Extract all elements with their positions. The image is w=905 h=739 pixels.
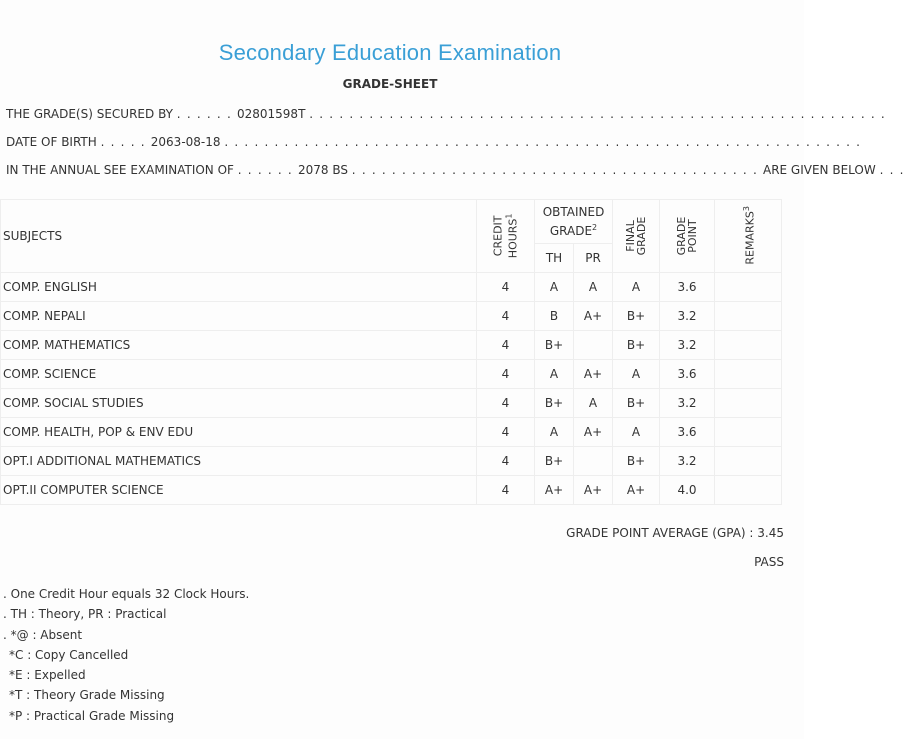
point-cell: 4.0 bbox=[660, 476, 715, 505]
subject-cell: COMP. SCIENCE bbox=[1, 360, 477, 389]
info-exam-suffix: ARE GIVEN BELOW bbox=[762, 163, 876, 177]
subject-cell: OPT.II COMPUTER SCIENCE bbox=[1, 476, 477, 505]
pr-cell: A+ bbox=[574, 476, 613, 505]
th-cell: A bbox=[535, 273, 574, 302]
page-title: Secondary Education Examination bbox=[218, 40, 562, 65]
table-row bbox=[1, 389, 782, 418]
remarks-cell bbox=[715, 273, 782, 302]
subject-cell: COMP. MATHEMATICS bbox=[1, 331, 477, 360]
subject-cell: COMP. SOCIAL STUDIES bbox=[1, 389, 477, 418]
point-cell: 3.6 bbox=[660, 273, 715, 302]
table-row bbox=[1, 331, 782, 360]
info-exam: IN THE ANNUAL SEE EXAMINATION OF . . . . . . 2078 BS . . . . . . . . . . . . . . . . . . . . . . . . . . . . . . . . . . . . . . . . . ARE GIVEN BELOW . . . bbox=[6, 163, 905, 177]
point-cell: 3.6 bbox=[660, 360, 715, 389]
remarks-cell bbox=[715, 447, 782, 476]
credit-cell: 4 bbox=[477, 273, 535, 302]
footnote-item: *E : Expelled bbox=[9, 668, 86, 683]
pr-cell: A bbox=[574, 389, 613, 418]
info-date-of-birth: DATE OF BIRTH . . . . . 2063-08-18 . . . . . . . . . . . . . . . . . . . . . . . . . . . . . . . . . . . . . . . . . . . . . . . . . . . . . . . . . . . . . . . . bbox=[6, 135, 862, 149]
credit-cell: 4 bbox=[477, 447, 535, 476]
footnote-item: *T : Theory Grade Missing bbox=[9, 688, 165, 703]
pr-cell bbox=[574, 447, 613, 476]
credit-cell: 4 bbox=[477, 476, 535, 505]
final-cell: B+ bbox=[613, 389, 660, 418]
credit-cell: 4 bbox=[477, 418, 535, 447]
grades-table bbox=[0, 199, 782, 505]
table-row bbox=[1, 447, 782, 476]
info-secured-by-label: THE GRADE(S) SECURED BY bbox=[6, 107, 173, 121]
th-cell: A bbox=[535, 360, 574, 389]
point-cell: 3.2 bbox=[660, 389, 715, 418]
th-cell: A+ bbox=[535, 476, 574, 505]
subject-cell: COMP. HEALTH, POP & ENV EDU bbox=[1, 418, 477, 447]
th-cell: B bbox=[535, 302, 574, 331]
th-cell: B+ bbox=[535, 447, 574, 476]
final-cell: A bbox=[613, 360, 660, 389]
remarks-cell bbox=[715, 389, 782, 418]
credit-cell: 4 bbox=[477, 331, 535, 360]
remarks-cell bbox=[715, 476, 782, 505]
table-row bbox=[1, 360, 782, 389]
pr-cell: A+ bbox=[574, 418, 613, 447]
point-cell: 3.2 bbox=[660, 331, 715, 360]
final-cell: A bbox=[613, 273, 660, 302]
result-status: PASS bbox=[754, 555, 784, 569]
credit-cell: 4 bbox=[477, 360, 535, 389]
footnote-item: . *@ : Absent bbox=[3, 627, 83, 642]
info-secured-by-value: 02801598T bbox=[236, 107, 306, 121]
table-row bbox=[1, 418, 782, 447]
info-exam-value: 2078 BS bbox=[297, 163, 348, 177]
header-subjects: SUBJECTS bbox=[1, 200, 477, 273]
header-grade-point: GRADE POINT bbox=[660, 200, 715, 273]
header-obtained-grade: OBTAINED GRADE$^2$ bbox=[535, 200, 613, 244]
header-final-grade: FINAL GRADE bbox=[613, 200, 660, 273]
header-credit-hours: CREDIT HOURS$^1$ bbox=[477, 200, 535, 273]
header-pr: PR bbox=[574, 244, 613, 273]
subject-cell: OPT.I ADDITIONAL MATHEMATICS bbox=[1, 447, 477, 476]
gpa-value: 3.45 bbox=[757, 526, 784, 540]
final-cell: A+ bbox=[613, 476, 660, 505]
pr-cell: A bbox=[574, 273, 613, 302]
final-cell: B+ bbox=[613, 331, 660, 360]
remarks-cell bbox=[715, 418, 782, 447]
remarks-cell bbox=[715, 331, 782, 360]
remarks-cell bbox=[715, 360, 782, 389]
th-cell: B+ bbox=[535, 331, 574, 360]
final-cell: B+ bbox=[613, 302, 660, 331]
th-cell: B+ bbox=[535, 389, 574, 418]
footnote-item: . One Credit Hour equals 32 Clock Hours. bbox=[3, 587, 250, 601]
th-cell: A bbox=[535, 418, 574, 447]
footnote-item: *P : Practical Grade Missing bbox=[9, 708, 175, 723]
point-cell: 3.2 bbox=[660, 447, 715, 476]
subject-cell: COMP. ENGLISH bbox=[1, 273, 477, 302]
footnotes bbox=[3, 584, 249, 726]
final-cell: A bbox=[613, 418, 660, 447]
point-cell: 3.2 bbox=[660, 302, 715, 331]
info-dob-value: 2063-08-18 bbox=[150, 135, 221, 149]
info-secured-by: THE GRADE(S) SECURED BY . . . . . . 02801598T . . . . . . . . . . . . . . . . . . . . . . . . . . . . . . . . . . . . . . . . . . . . . . . . . . . . . . . . . . bbox=[6, 107, 886, 121]
pr-cell: A+ bbox=[574, 302, 613, 331]
pr-cell: A+ bbox=[574, 360, 613, 389]
header-th: TH bbox=[535, 244, 574, 273]
header-remarks: REMARKS$^3$ bbox=[715, 200, 782, 273]
table-row bbox=[1, 476, 782, 505]
pr-cell bbox=[574, 331, 613, 360]
table-row bbox=[1, 273, 782, 302]
final-cell: B+ bbox=[613, 447, 660, 476]
remarks-cell bbox=[715, 302, 782, 331]
info-dob-label: DATE OF BIRTH bbox=[6, 135, 97, 149]
gpa-summary bbox=[566, 526, 784, 540]
footnote-item: . TH : Theory, PR : Practical bbox=[3, 607, 167, 622]
page-subtitle: GRADE-SHEET bbox=[342, 77, 438, 91]
gpa-label: GRADE POINT AVERAGE (GPA) : bbox=[566, 526, 754, 540]
subject-cell: COMP. NEPALI bbox=[1, 302, 477, 331]
credit-cell: 4 bbox=[477, 302, 535, 331]
info-exam-label: IN THE ANNUAL SEE EXAMINATION OF bbox=[6, 163, 234, 177]
table-row bbox=[1, 302, 782, 331]
footnote-item: *C : Copy Cancelled bbox=[9, 647, 129, 662]
credit-cell: 4 bbox=[477, 389, 535, 418]
point-cell: 3.6 bbox=[660, 418, 715, 447]
